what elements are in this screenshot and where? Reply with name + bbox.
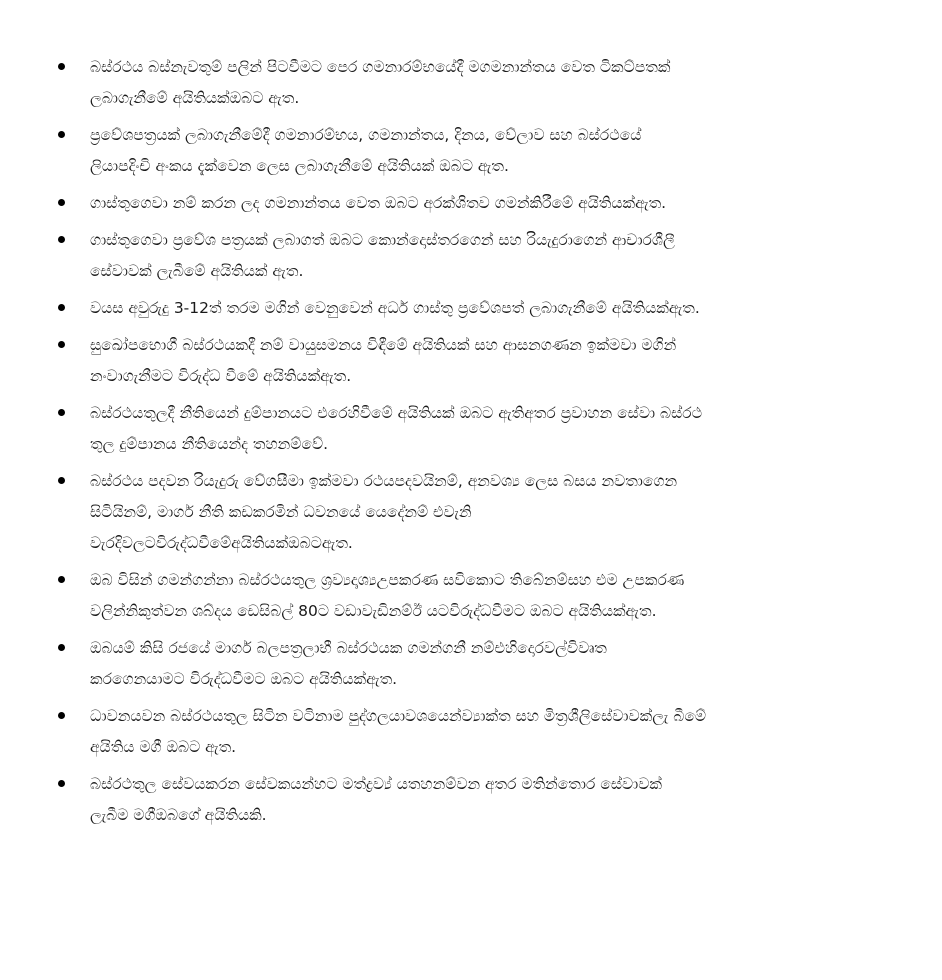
- list-item-text-line: ධාවනයවන බස්රථයතුල සිටින වටිනාම පුද්ගලයාවශයෙන්ව්‍යාක්ත සහ මිත්‍රශීලිසේවාවක්ලැ බීමේ: [90, 707, 707, 725]
- bullet-dot-icon: [58, 199, 65, 206]
- list-item: [56, 330, 902, 392]
- bullet-dot-icon: [58, 131, 65, 138]
- bullet-dot-icon: [58, 576, 65, 583]
- list-item-text-line: කරගෙනයාමට විරුද්ධවීමට ඔබට අයිතියක්ඇත.: [90, 670, 398, 688]
- list-item: [56, 188, 902, 219]
- list-item: [56, 633, 902, 695]
- list-item-text-line: ඔබයම් කිසි රජයේ මාර්ග බලපත්‍රලාභී බස්රථයක ගමන්ගනී නම්එහිදොරවල්විවෘත: [90, 639, 607, 657]
- list-item-text-line: වලින්නිකුත්වන ශබ්දය ඩෙසිබල් 80ට වඩාවැඩිනම්ඊ යටවිරුද්ධවීමට ඔබට අයිතියක්ඇත.: [90, 602, 657, 620]
- list-item-text-line: බස්රථතුල සේවයකරන සේවකයන්හට මත්ද්‍රව්‍ය් යතහනම්වන අතර මතින්තොර සේවාවක්: [90, 775, 662, 793]
- list-item-text-line: සිටියිනම්, මාර්ග නීති කඩකරමින් ධවනයේ යෙදේනම් එවැනි: [90, 503, 472, 521]
- list-item: [56, 398, 902, 460]
- list-item-text-line: නංවාගැනීමට විරුද්ධ වීමේ අයිතියක්ඇත.: [90, 367, 352, 385]
- bullet-dot-icon: [58, 409, 65, 416]
- bullet-dot-icon: [58, 63, 65, 70]
- list-item: [56, 120, 902, 182]
- list-item-text-line: සේවාවක් ලැබීමේ අයිතියක් ඇත.: [90, 262, 304, 280]
- list-item-text-line: සුඛෝපභොගී බස්රථයකදී නම් වායුසමනය විඳීමේ අයිතියක් සහ ආසනගණන ඉක්මවා මගින්: [90, 336, 677, 354]
- list-item-text-line: තුල දුම්පානය නීතියෙන්ද තහනම්වේ.: [90, 435, 329, 453]
- list-item-text-line: ලැබීම මගීඔබගේ අයිතියකි.: [90, 806, 267, 824]
- bullet-dot-icon: [58, 477, 65, 484]
- bullet-dot-icon: [58, 304, 65, 311]
- list-item: [56, 466, 902, 559]
- list-item: [56, 565, 902, 627]
- bullet-dot-icon: [58, 341, 65, 348]
- list-item-text-line: ඔබ විසින් ගමන්ගන්නා බස්රථයතුල ශ්‍රව්‍යදෘශ්‍යඋපකරණ සවිකොට තිබේනම්සහ එම උපකරණ: [90, 571, 685, 589]
- list-item-text-line: අයිතිය මගී ඔබට ඇත.: [90, 738, 237, 756]
- bullet-dot-icon: [58, 644, 65, 651]
- list-item: [56, 225, 902, 287]
- bullet-dot-icon: [58, 780, 65, 787]
- list-item-text-line: ලියාපදිංචි අංකය දැක්වෙන ලෙස ලබාගැනීමේ අයිතියක් ඔබට ඇත.: [90, 157, 509, 175]
- bullet-list: [56, 52, 902, 831]
- list-item: [56, 52, 902, 114]
- bullet-dot-icon: [58, 236, 65, 243]
- list-item-text-line: වැරදිවලටවිරුද්ධවීමේඅයිතියක්ඔබටඇත.: [90, 534, 353, 552]
- list-item-text-line: ගාස්තුගෙවා නම් කරන ලද ගමනාන්තය වෙත ඔබට අරක්ශිතව ගමන්කිරීමේ අයිතියක්ඇත.: [90, 194, 667, 212]
- list-item-text-line: බස්රථය බස්නැවතුම් පලින් පිටවීමට පෙර ගමනාරම්භයේදී මගමනාන්තය වෙත ටිකට්පතක්: [90, 58, 671, 76]
- list-item-text-line: ලබාගැනීමේ අයිතියක්ඔබට ඇත.: [90, 89, 300, 107]
- list-item: [56, 701, 902, 763]
- list-item-text-line: බස්රථය පදවන රියැදුරු වේගසීමා ඉක්මවා රථයපදවයිනම්, අනවශ්‍ය ලෙස බසය නවතාගෙන: [90, 472, 678, 490]
- list-item: [56, 293, 902, 324]
- bullet-dot-icon: [58, 712, 65, 719]
- list-item: [56, 769, 902, 831]
- list-item-text-line: ප්‍රවේශපත්‍රයක් ලබාගැනීමේදී ගමනාරම්භය, ගමනාන්තය, දිනය, වේලාව සහ බස්රථයේ: [90, 126, 642, 144]
- list-item-text-line: ගාස්තුගෙවා ප්‍රවේශ පත්‍රයක් ලබාගත් ඔබට කොන්දොස්තරගෙන් සහ රියැදුරාගෙන් ආචාරශීලී: [90, 231, 675, 249]
- list-item-text-line: බස්රථයතුලදී නීතියෙන් දුම්පානයට එරෙහිවීමේ අයිතියක් ඔබට ඇතිඅතර ප්‍රවාහන සේවා බස්රථ: [90, 404, 703, 422]
- list-item-text-line: වයස අවුරුදු 3-12ත් තරම මගින් වෙනුවෙන් අර්ධ ගාස්තු ප්‍රවේශපත් ලබාගැනීමේ අයිතියක්ඇත.: [90, 299, 700, 317]
